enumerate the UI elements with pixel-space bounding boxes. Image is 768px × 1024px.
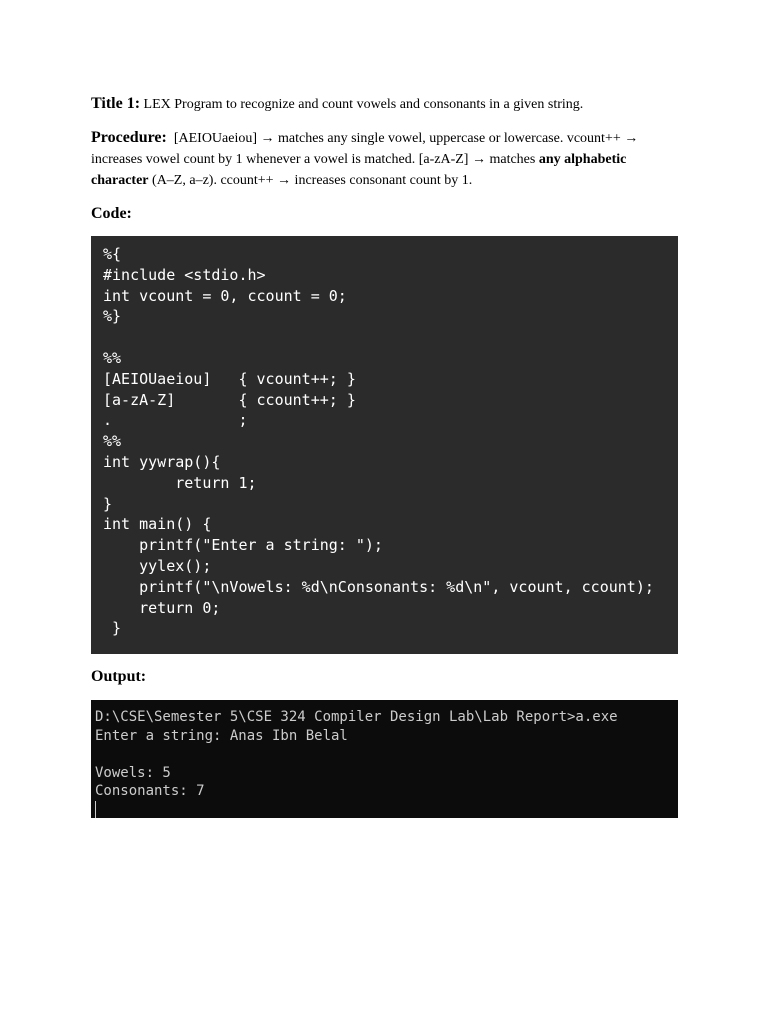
code-source: %{ #include <stdio.h> int vcount = 0, ccount = 0; %} %% [AEIOUaeiou] { vcount++; } [a-zA-Z] { ccount++; } . ; %% int yywrap(){ return 1; } int main() { printf("Enter a string: "); yylex(); printf("\nVowels: %d\nConsonants: %d\n", vcount, ccount); return 0; } xyxy=(103,245,654,638)
document-page xyxy=(91,92,678,799)
title-line xyxy=(91,92,678,117)
title-text: LEX Program to recognize and count vowels and consonants in a given string. xyxy=(143,97,584,112)
terminal-cursor xyxy=(95,801,96,818)
procedure-text-part2: (A–Z, a–z). ccount++ → increases consonant count by 1. xyxy=(148,173,473,188)
terminal-text: D:\CSE\Semester 5\CSE 324 Compiler Design Lab\Lab Report>a.exe Enter a string: Anas Ibn Belal Vowels: 5 Consonants: 7 xyxy=(95,709,618,799)
code-block xyxy=(91,236,678,654)
procedure-text-bold: any alphabetic character xyxy=(91,152,627,188)
procedure-label: Procedure: xyxy=(91,129,167,146)
procedure-text-part1: [AEIOUaeiou] → matches any single vowel, uppercase or lowercase. vcount++ → increases vowel count by 1 whenever a vowel is matched. [a-zA-Z] → matches xyxy=(91,131,639,167)
terminal-output xyxy=(91,700,678,818)
code-heading: Code: xyxy=(91,205,132,222)
title-label: Title 1: xyxy=(91,95,141,112)
procedure-paragraph xyxy=(91,127,678,191)
output-heading: Output: xyxy=(91,668,147,685)
